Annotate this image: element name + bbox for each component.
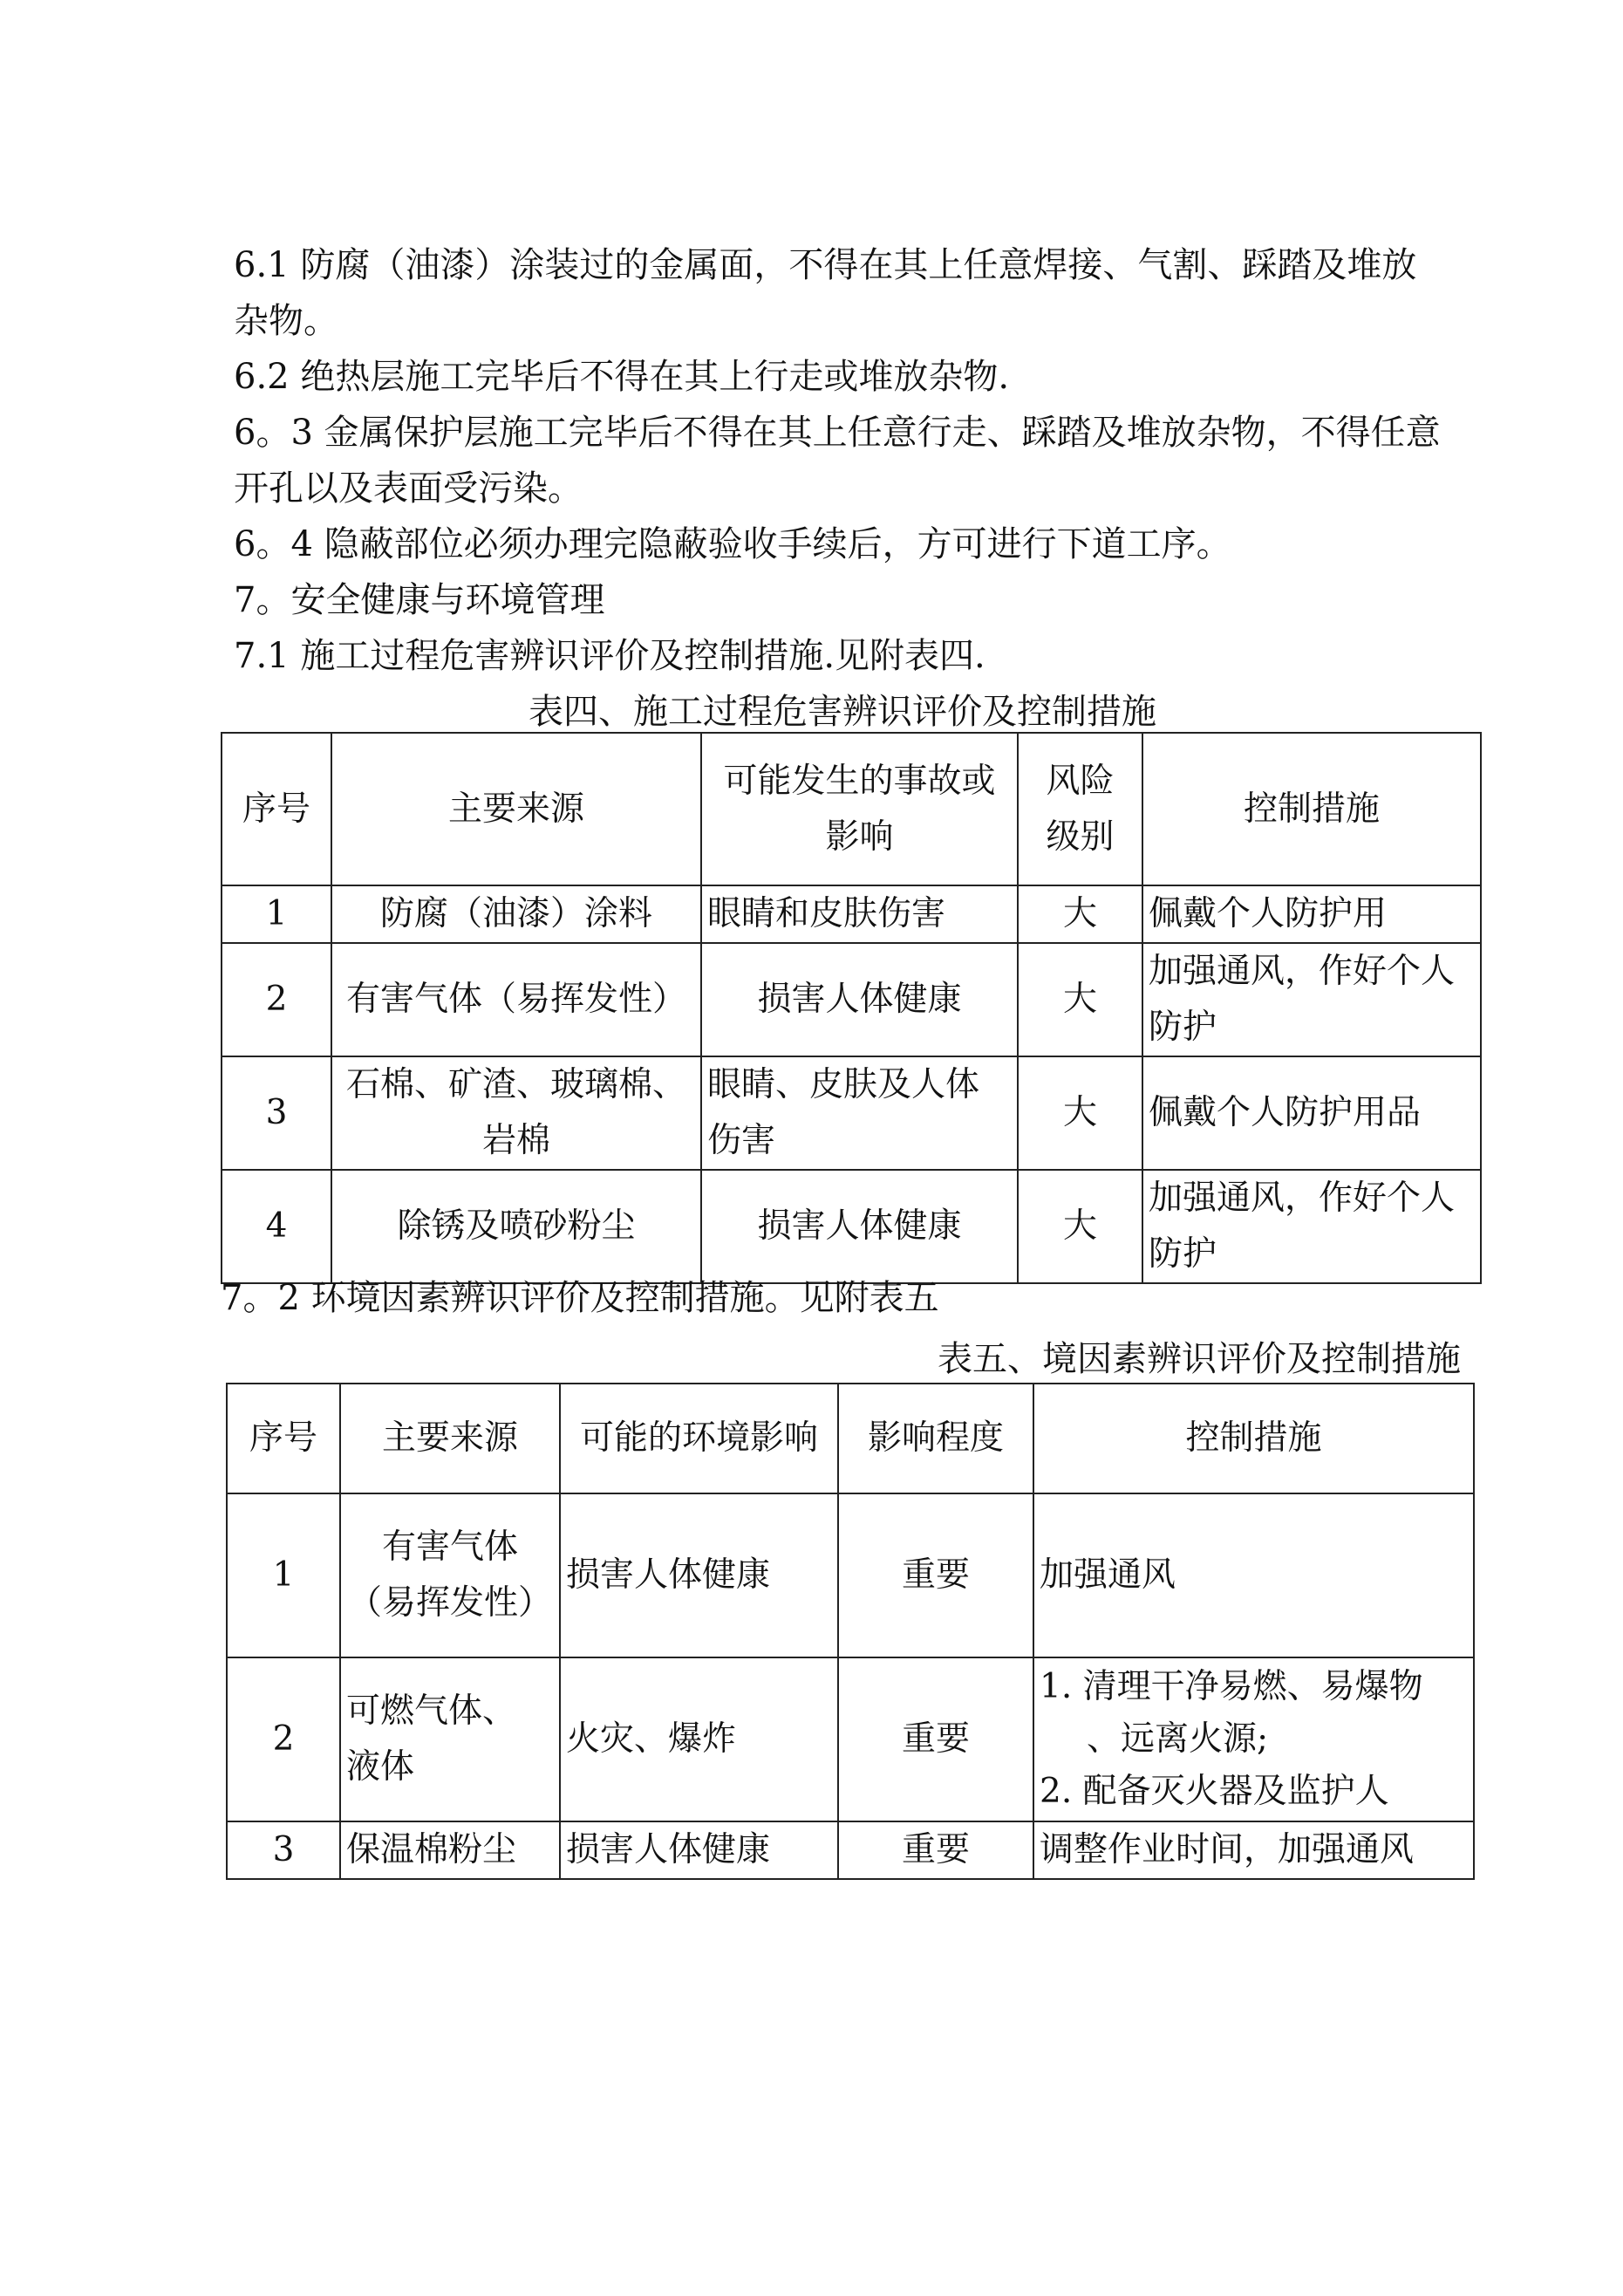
table4-row2-risk: 大: [1018, 943, 1142, 1056]
table-row: [222, 1056, 1481, 1170]
table4-row2-control-line1: 加强通风，作好个人: [1149, 952, 1456, 991]
paragraph-6-1-line1: 6.1 防腐（油漆）涂装过的金属面，不得在其上任意焊接、气割、踩踏及堆放: [234, 245, 1417, 285]
table4-row3-source-line1: 石棉、矿渣、玻璃棉、: [345, 1065, 686, 1104]
table4-row4-risk: 大: [1018, 1170, 1142, 1283]
paragraph-7-heading: 7。安全健康与环境管理: [234, 580, 605, 620]
table4-header-control: 控制措施: [1142, 733, 1481, 885]
hazard-table: [221, 732, 1482, 1284]
table4-header-no: 序号: [222, 733, 331, 885]
table5-header-control: 控制措施: [1033, 1384, 1474, 1493]
table4-header-risk: [1018, 733, 1142, 885]
table5-row2-control: [1033, 1657, 1474, 1821]
table5-row2-control-line3: 2. 配备灭火器及监护人: [1040, 1772, 1389, 1811]
table4-row3-no: 3: [222, 1056, 331, 1170]
table4-header-row: [222, 733, 1481, 885]
table5-row1-no: 1: [227, 1493, 340, 1657]
table4-row2-control: [1142, 943, 1481, 1056]
table5-row2-degree: 重要: [838, 1657, 1033, 1821]
table4-row1-effect: 眼睛和皮肤伤害: [701, 885, 1018, 943]
table5-row2-source-line1: 可燃气体、: [346, 1691, 517, 1731]
table4-row3-effect-line2: 伤害: [707, 1121, 776, 1160]
table5-row1-degree: 重要: [838, 1493, 1033, 1657]
paragraph-6-1-line2: 杂物。: [234, 301, 338, 341]
table4-row4-control-line1: 加强通风，作好个人: [1149, 1179, 1456, 1218]
table5-header-no: 序号: [227, 1384, 340, 1493]
table4-row3-control: 佩戴个人防护用品: [1142, 1056, 1481, 1170]
table4-row2-no: 2: [222, 943, 331, 1056]
table4-row3-source: [331, 1056, 701, 1170]
table5-row1-source-line1: 有害气体: [381, 1527, 518, 1567]
table-row: [227, 1821, 1474, 1879]
table4-row2-source-line1: 有害气体（易挥发性）: [345, 980, 686, 1019]
table-row: [222, 885, 1481, 943]
table5-header-impact: 可能的环境影响: [560, 1384, 838, 1493]
paragraph-6-2: 6.2 绝热层施工完毕后不得在其上行走或堆放杂物.: [234, 357, 1010, 397]
table4-header-risk-line1: 风险: [1046, 761, 1115, 801]
table-row: [227, 1493, 1474, 1657]
table5-row2-control-line1: 1. 清理干净易燃、易爆物: [1040, 1667, 1423, 1706]
table4-row3-source-line2: 岩棉: [481, 1121, 550, 1160]
table5-row3-impact: 损害人体健康: [560, 1821, 838, 1879]
table4-row4-control: [1142, 1170, 1481, 1283]
paragraph-6-4: 6。4 隐蔽部位必须办理完隐蔽验收手续后，方可进行下道工序。: [234, 524, 1231, 564]
table4-row3-risk: 大: [1018, 1056, 1142, 1170]
table4-row1-control: 佩戴个人防护用: [1142, 885, 1481, 943]
table5-row1-source: [340, 1493, 560, 1657]
table4-row1-risk: 大: [1018, 885, 1142, 943]
table5-row1-impact: 损害人体健康: [560, 1493, 838, 1657]
table4-header-source: 主要来源: [331, 733, 701, 885]
table5-row2-impact: 火灾、爆炸: [560, 1657, 838, 1821]
table5-row3-control: 调整作业时间，加强通风: [1033, 1821, 1474, 1879]
table5-header-source: 主要来源: [340, 1384, 560, 1493]
table5-row2-control-line2: 、远离火源;: [1087, 1719, 1269, 1759]
table4-row4-source: 除锈及喷砂粉尘: [331, 1170, 701, 1283]
table5-row1-control: 加强通风: [1033, 1493, 1474, 1657]
table5-header-row: [227, 1384, 1474, 1493]
paragraph-7-1: 7.1 施工过程危害辨识评价及控制措施.见附表四.: [234, 636, 985, 676]
table4-row4-effect: 损害人体健康: [701, 1170, 1018, 1283]
paragraph-6-3-line2: 开孔以及表面受污染。: [234, 468, 583, 509]
table4-header-accident: [701, 733, 1018, 885]
table4-row4-no: 4: [222, 1170, 331, 1283]
table4-header-accident-line1: 可能发生的事故或: [723, 761, 996, 801]
paragraph-7-2: 7。2 环境因素辨识评价及控制措施。见附表五: [221, 1278, 939, 1318]
table4-row2-control-line2: 防护: [1149, 1008, 1217, 1047]
table4-row2-effect: 损害人体健康: [701, 943, 1018, 1056]
table5-row2-no: 2: [227, 1657, 340, 1821]
table4-caption: 表四、施工过程危害辨识评价及控制措施: [528, 692, 1156, 732]
table4-header-risk-line2: 级别: [1046, 817, 1115, 857]
table5-row1-source-line2: （易挥发性）: [347, 1583, 552, 1623]
table4-row4-control-line2: 防护: [1149, 1234, 1217, 1274]
table4-header-accident-line2: 影响: [825, 817, 894, 857]
table4-row3-effect-line1: 眼睛、皮肤及人体: [707, 1065, 980, 1104]
table5-header-degree: 影响程度: [838, 1384, 1033, 1493]
table-row: [222, 1170, 1481, 1283]
table5-row2-source: [340, 1657, 560, 1821]
table5-row2-source-line2: 液体: [346, 1747, 415, 1787]
table4-row1-no: 1: [222, 885, 331, 943]
environment-table: [226, 1383, 1475, 1880]
table5-row3-degree: 重要: [838, 1821, 1033, 1879]
table4-row3-effect: [701, 1056, 1018, 1170]
table-row: [222, 943, 1481, 1056]
table-row: [227, 1657, 1474, 1821]
paragraph-6-3-line1: 6。3 金属保护层施工完毕后不得在其上任意行走、踩踏及堆放杂物，不得任意: [234, 413, 1441, 453]
table4-row2-source: [331, 943, 701, 1056]
table5-row3-no: 3: [227, 1821, 340, 1879]
table5-row3-source: 保温棉粉尘: [340, 1821, 560, 1879]
table5-caption: 表五、境因素辨识评价及控制措施: [938, 1339, 1461, 1379]
table4-row1-source: 防腐（油漆）涂料: [331, 885, 701, 943]
